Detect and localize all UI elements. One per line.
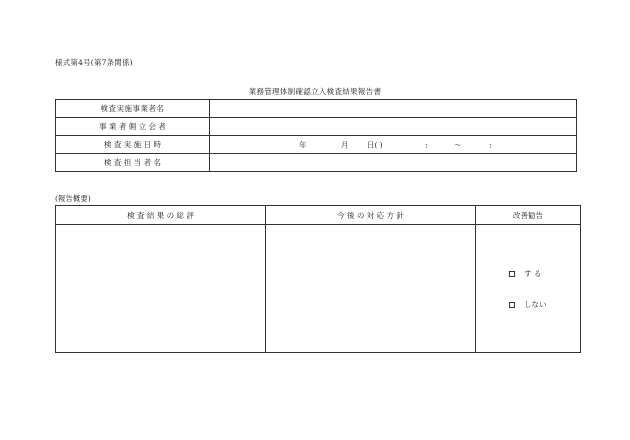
inspector-name-label: 検 査 担 当 者 名 (56, 154, 210, 172)
table-row (56, 118, 577, 136)
report-summary-table (55, 205, 581, 353)
evaluation-field[interactable] (56, 225, 266, 353)
inspected-business-name-label: 検査実施事業者名 (56, 100, 210, 118)
end-time-colon: : (489, 140, 492, 149)
recommendation-header: 改善勧告 (476, 206, 581, 225)
recommendation-field (476, 225, 581, 353)
inspected-business-name-field[interactable] (210, 100, 577, 118)
recommend-yes-option[interactable] (509, 268, 541, 279)
table-row (56, 154, 577, 172)
report-summary-label: (報告概要) (55, 194, 91, 203)
recommend-no-option[interactable] (509, 299, 547, 310)
business-attendee-field[interactable] (210, 118, 577, 136)
time-range-tilde: 〜 (454, 140, 462, 149)
policy-header: 今 後 の 対 応 方 針 (266, 206, 476, 225)
table-header-row (56, 206, 581, 225)
inspector-name-field[interactable] (210, 154, 577, 172)
datetime-line (210, 136, 576, 153)
year-unit: 年 (299, 140, 307, 149)
inspection-info-table (55, 99, 577, 172)
table-row (56, 136, 577, 154)
month-unit: 月 (341, 140, 349, 149)
policy-field[interactable] (266, 225, 476, 353)
recommend-no-label: しない (524, 300, 547, 309)
table-row (56, 225, 581, 353)
form-number: 様式第4号(第7条関係) (55, 58, 133, 67)
day-weekday-unit: 日( ) (367, 140, 383, 149)
business-attendee-label: 事 業 者 側 立 会 者 (56, 118, 210, 136)
checkbox-icon[interactable] (509, 302, 515, 308)
recommend-yes-label: す る (524, 269, 542, 278)
inspection-datetime-field[interactable] (210, 136, 577, 154)
start-time-colon: : (425, 140, 428, 149)
inspection-datetime-label: 検 査 実 施 日 時 (56, 136, 210, 154)
document-title: 業務管理体制確認立入検査結果報告書 (248, 87, 382, 96)
evaluation-header: 検 査 結 果 の 総 評 (56, 206, 266, 225)
checkbox-icon[interactable] (509, 271, 515, 277)
table-row (56, 100, 577, 118)
